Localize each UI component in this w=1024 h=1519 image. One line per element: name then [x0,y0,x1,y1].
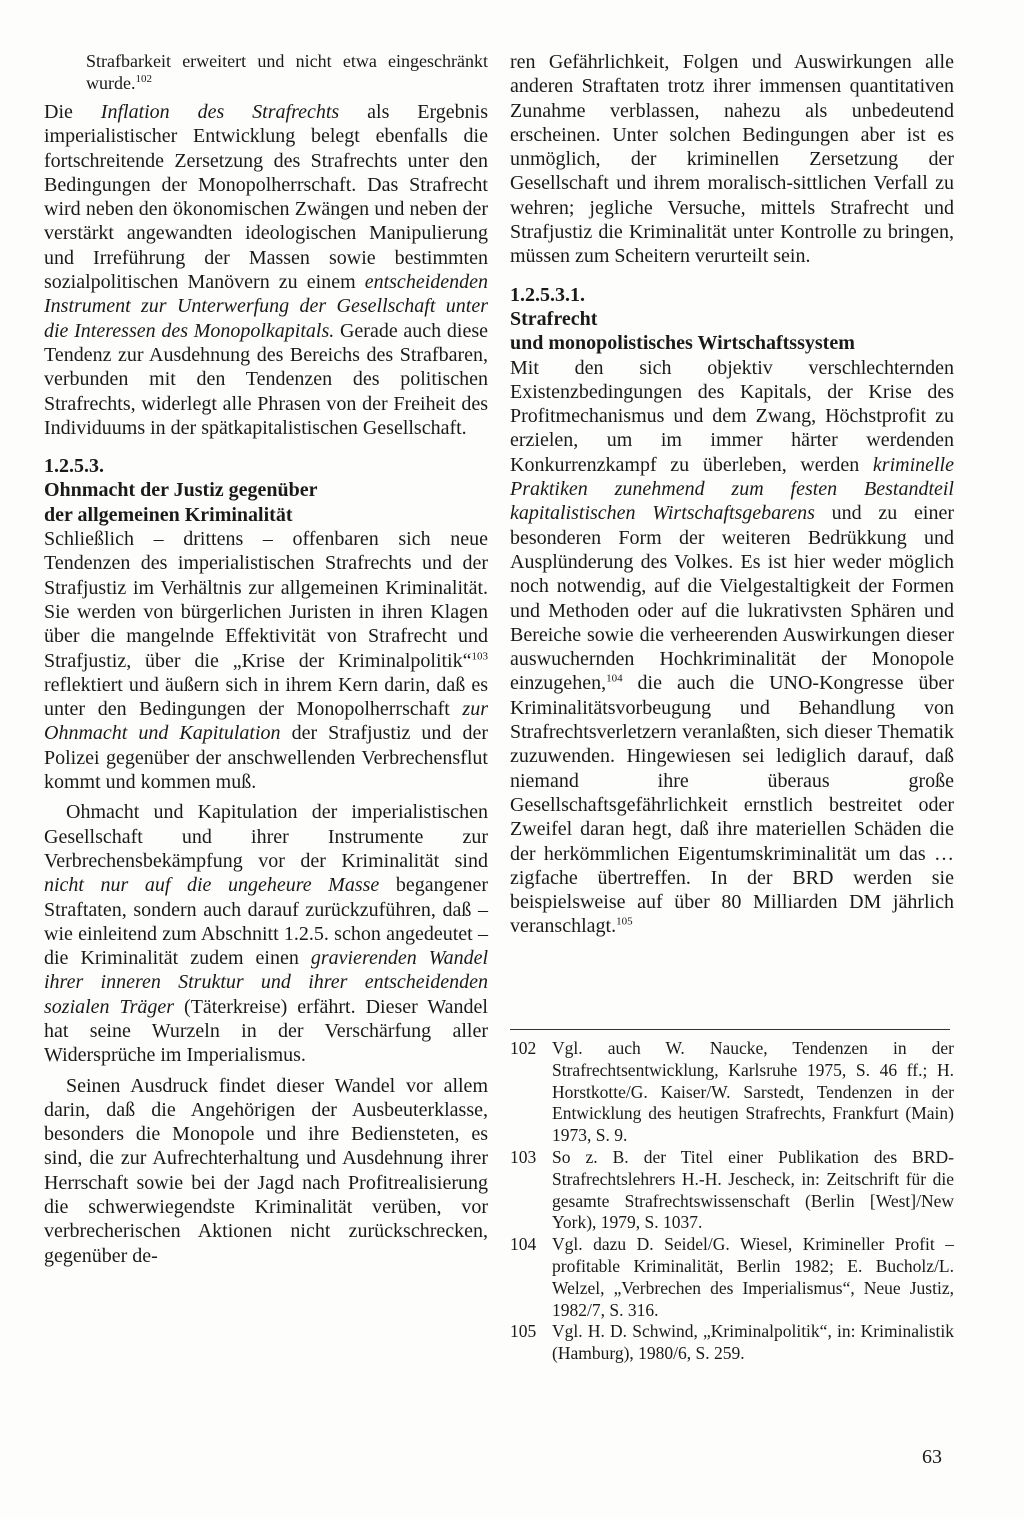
paragraph-ohnmacht [44,800,488,1067]
paragraph-drittens [44,527,488,794]
footnote-ref-104: 104 [606,672,623,685]
text-run: und zu einer besonderen Form der weiteren Bedrükkung und Ausplünderung des Volkes. Es ist hier weder möglich noch notwendig, auf die Vielgestaltigkeit der Formen und Methoden oder auf die lukrativsten Sphären und Bereiche sowie die verheerenden Auswirkungen dieser auswuchernden Hochkriminalität der Monopole einzugehen, [510,502,954,695]
footnote-ref-103: 103 [471,649,488,662]
text-run: reflektiert und äußern sich in ihrem Kern darin, daß es unter den Bedingungen der Monopolherrschaft [44,673,488,721]
emphasis-run: entscheidenden Instrument zur Unterwerfung der Gesellschaft unter die Interessen des Monopolkapitals. [44,271,488,342]
footnotes [510,1038,954,1365]
text-run: Ohmacht und Kapitulation der imperialistischen Gesellschaft und ihrer Instrumente zur Verbrechensbekämpfung vor der Kriminalität sind [44,801,488,872]
emphasis-run: nicht nur auf die ungeheure Masse [44,874,380,897]
footnote-ref-105: 105 [616,915,633,928]
footnote-number: 103 [510,1146,537,1167]
footnote-text: So z. B. der Titel einer Publikation des BRD-Strafrechtslehrers H.-H. Jescheck, in: Zeitschrift für die gesamte Strafrechtswissenschaft (Berlin [West]/New York), 1979, S. 1037. [552,1146,954,1233]
footnote-divider [510,1029,950,1030]
footnote [510,1147,954,1234]
footnote [510,1234,954,1321]
text-run: Mit den sich objektiv verschlechternden Existenzbedingungen des Kapitals, der Krise des Profitmechanismus und dem Zwang, Höchstprofit zu erzielen, um im immer härter werdenden Konkurrenzkampf zu überleben, werden [510,356,954,476]
section-number: 1.2.5.3.1. [510,283,585,306]
quote-text: Strafbarkeit erweitert und nicht etwa eingeschränkt wurde. [86,51,488,93]
paragraph-inflation [44,100,488,440]
emphasis-run: Inflation des Strafrechts [100,101,340,123]
left-column [44,50,488,1268]
emphasis-run: kriminelle Praktiken zunehmend zum festen Bestandteil kapitalistischen Wirtschaftsgebarens [510,453,954,525]
text-run: Gerade auch diese Tendenz zur Ausdehnung des Bereichs des Strafbaren, verbunden mit den Tendenzen des politischen Strafrechts, widerlegt alle Phrasen von der Freiheit des Individuums in der spätkapitalistischen Gesellschaft. [44,319,488,439]
section-heading-1-2-5-3 [44,454,488,527]
footnote-text: Vgl. auch W. Naucke, Tendenzen in der Strafrechtsentwicklung, Karlsruhe 1975, S. 46 ff.; H. Horstkotte/G. Kaiser/W. Sarstedt, Tendenzen in der Entwicklung des heutigen Strafrechts, Frankfurt (Main) 1973, S. 9. [552,1038,954,1146]
text-run: (Täterkreise) erfährt. Dieser Wandel hat seine Wurzeln in der Verschärfung aller Widersprüche im Imperialismus. [44,995,488,1067]
text-run: Die [44,101,101,123]
block-quote-end [44,50,488,94]
footnote-text: Vgl. dazu D. Seidel/G. Wiesel, Krimineller Profit – profitable Kriminalität, Berlin 1982; E. Bucholz/L. Welzel, „Verbrechen des Imperialismus“, Neue Justiz, 1982/7, S. 316. [552,1234,954,1320]
emphasis-run: zur Ohnmacht und Kapitulation [44,698,488,745]
section-title-line: Strafrecht [510,307,598,330]
text-run: begangener Straftaten, sondern auch darauf zurückzuführen, daß – wie einleitend zum Abschnitt 1.2.5. schon angedeutet – die Kriminalität zudem einen [44,874,488,970]
section-title-line: Ohnmacht der Justiz gegenüber [44,479,318,502]
footnote-number: 102 [510,1038,537,1058]
footnote-number: 105 [510,1321,537,1342]
text-run: Schließlich – drittens – offenbaren sich neue Tendenzen des imperialistischen Strafrechts und der Strafjustiz im Verhältnis zur allgemeinen Kriminalität. Sie werden von bürgerlichen Juristen in ihren Klagen über die mangelnde Effektivität von Strafrecht und Strafjustiz, über die „Krise der Kriminalpolitik“ [44,528,488,672]
section-title-line: und monopolistisches Wirtschaftssystem [510,332,855,355]
section-number: 1.2.5.3. [44,455,104,478]
paragraph-continuation: ren Gefährlichkeit, Folgen und Auswirkungen alle anderen Straftaten trotz ihrer immensen quantitativen Zunahme verblassen, nahezu als unbedeutend erscheinen. Unter solchen Bedingungen aber ist es unmöglich, der kriminellen Zersetzung der Gesellschaft und ihrem moralisch-sittlichen Verfall zu wehren; jegliche Versuche, mittels Strafrecht und Strafjustiz die Kriminalität unter Kontrolle zu bringen, müssen zum Scheitern verurteilt sein. [510,51,954,268]
footnote-ref-102: 102 [135,73,152,85]
section-heading-1-2-5-3-1 [510,283,954,356]
footnote [510,1321,954,1365]
footnote [510,1038,954,1147]
footnote-number: 104 [510,1234,537,1255]
footnote-text: Vgl. H. D. Schwind, „Kriminalpolitik“, in: Kriminalistik (Hamburg), 1980/6, S. 259. [552,1321,954,1364]
text-run: als Ergebnis imperialistischer Entwicklung belegt ebenfalls die fortschreitende Zersetzung des Strafrechts unter den Bedingungen der Monopolherrschaft. Das Strafrecht wird neben den ökonomischen Zwängen und neben der verstärkt angewandten ideologischen Manipulierung und Irreführung der Massen sowie bestimmten sozialpolitischen Manövern zu einem [44,101,488,294]
text-run: die auch die UNO-Kongresse über Kriminalitätsvorbeugung und Behandlung von Strafrechtsverletzern veranlaßten, sich dieser Thematik zuzuwenden. Hingewiesen sei lediglich darauf, daß niemand ihre überaus große Gesellschaftsgefährlichkeit ernstlich bestreitet oder Zweifel daran hegt, daß ihre materiellen Schäden die der herkömmlichen Eigentumskriminalität um das … zigfache übertreffen. In der BRD werden sie beispielsweise auf über 80 Milliarden DM jährlich veranschlagt. [510,672,954,938]
section-title-line: der allgemeinen Kriminalität [44,503,293,526]
paragraph-ausdruck: Seinen Ausdruck findet dieser Wandel vor allem darin, daß die Angehörigen der Ausbeuterklasse, besonders die Monopole und ihre Bediensteten, es sind, die zur Aufrechterhaltung und Ausdehnung ihrer Herrschaft sowie bei der Jagd nach Profitrealisierung die schwerwiegendste Kriminalität verüben, vor verbrecherischen Aktionen nicht zurückschrecken, gegenüber de- [44,1074,488,1267]
paragraph-wirtschaftssystem [510,356,954,939]
page-number: 63 [922,1446,942,1468]
emphasis-run: gravierenden Wandel ihrer inneren Struktur und ihrer entscheidenden sozialen Träger [44,947,488,1018]
text-run: der Strafjustiz und der Polizei gegenüber der anschwellenden Verbrechensflut kommt und kommen muß. [44,722,489,794]
right-column [510,50,954,939]
